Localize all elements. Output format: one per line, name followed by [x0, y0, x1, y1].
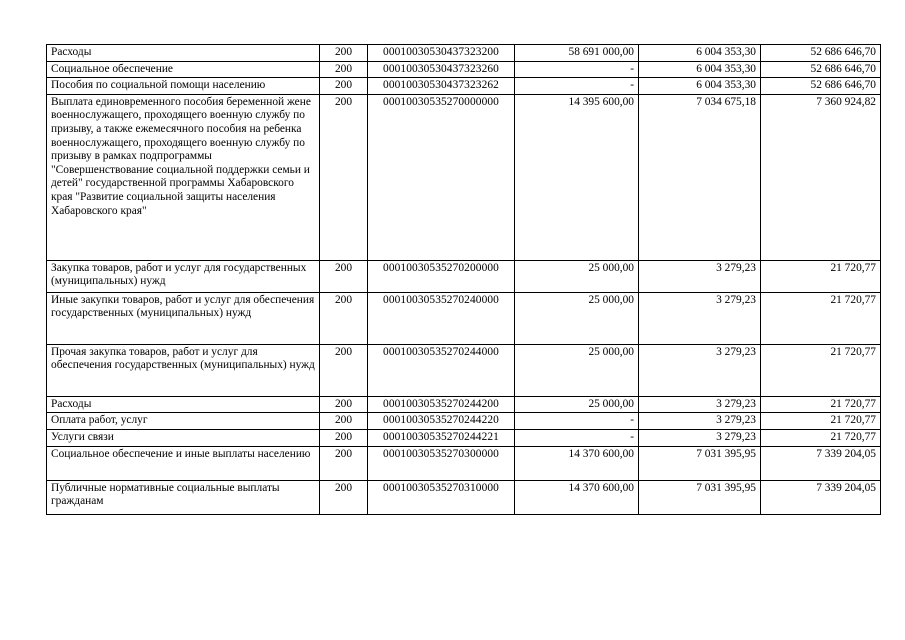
- row-executed-cell: 7 034 675,18: [639, 94, 761, 260]
- row-name-cell: Оплата работ, услуг: [47, 413, 320, 430]
- row-code-cell: 200: [320, 94, 368, 260]
- row-kbk-cell: 00010030535270244000: [368, 344, 515, 396]
- row-remainder-cell: 21 720,77: [761, 292, 881, 344]
- row-executed-cell: 6 004 353,30: [639, 61, 761, 78]
- row-executed-cell: 3 279,23: [639, 413, 761, 430]
- row-kbk-cell: 00010030535270244220: [368, 413, 515, 430]
- row-code-cell: 200: [320, 429, 368, 446]
- row-approved-cell: -: [515, 413, 639, 430]
- row-kbk-cell: 00010030530437323262: [368, 78, 515, 95]
- row-code-cell: 200: [320, 480, 368, 514]
- row-kbk-cell: 00010030535270244200: [368, 396, 515, 413]
- table-row: [47, 446, 881, 480]
- row-kbk-cell: 00010030535270000000: [368, 94, 515, 260]
- row-executed-cell: 3 279,23: [639, 344, 761, 396]
- row-remainder-cell: 21 720,77: [761, 260, 881, 292]
- row-remainder-cell: 21 720,77: [761, 413, 881, 430]
- row-name-cell: Расходы: [47, 45, 320, 62]
- table-row: [47, 260, 881, 292]
- row-name-cell: Иные закупки товаров, работ и услуг для обеспечения государственных (муниципальных) нужд: [47, 292, 320, 344]
- table-row: [47, 61, 881, 78]
- row-name-cell: Социальное обеспечение и иные выплаты населению: [47, 446, 320, 480]
- row-code-cell: 200: [320, 413, 368, 430]
- row-executed-cell: 3 279,23: [639, 292, 761, 344]
- row-kbk-cell: 00010030530437323260: [368, 61, 515, 78]
- row-remainder-cell: 7 339 204,05: [761, 480, 881, 514]
- row-approved-cell: 58 691 000,00: [515, 45, 639, 62]
- row-remainder-cell: 52 686 646,70: [761, 61, 881, 78]
- row-remainder-cell: 7 339 204,05: [761, 446, 881, 480]
- table-row: [47, 429, 881, 446]
- row-approved-cell: 14 395 600,00: [515, 94, 639, 260]
- row-code-cell: 200: [320, 78, 368, 95]
- row-kbk-cell: 00010030535270240000: [368, 292, 515, 344]
- table-row: [47, 413, 881, 430]
- table-row: [47, 480, 881, 514]
- row-name-cell: Пособия по социальной помощи населению: [47, 78, 320, 95]
- row-approved-cell: 25 000,00: [515, 260, 639, 292]
- row-remainder-cell: 21 720,77: [761, 344, 881, 396]
- row-executed-cell: 7 031 395,95: [639, 480, 761, 514]
- row-kbk-cell: 00010030530437323200: [368, 45, 515, 62]
- row-approved-cell: -: [515, 61, 639, 78]
- row-executed-cell: 3 279,23: [639, 260, 761, 292]
- table-row: [47, 94, 881, 260]
- table-row: [47, 396, 881, 413]
- row-kbk-cell: 00010030535270200000: [368, 260, 515, 292]
- row-code-cell: 200: [320, 260, 368, 292]
- row-approved-cell: 14 370 600,00: [515, 446, 639, 480]
- table-row: [47, 292, 881, 344]
- table-row: [47, 45, 881, 62]
- row-remainder-cell: 7 360 924,82: [761, 94, 881, 260]
- row-approved-cell: 25 000,00: [515, 396, 639, 413]
- row-name-cell: Выплата единовременного пособия беременной жене военнослужащего, проходящего военную службу по призыву, а также ежемесячного пособия на ребенка военнослужащего, проходящего военную службу по призыву в рамках подпрограммы "Совершенствование социальной поддержки семьи и детей" государственной программы Хабаровского края "Развитие социальной защиты населения Хабаровского края": [47, 94, 320, 260]
- table-row: [47, 344, 881, 396]
- row-approved-cell: -: [515, 78, 639, 95]
- row-approved-cell: 25 000,00: [515, 292, 639, 344]
- row-remainder-cell: 21 720,77: [761, 429, 881, 446]
- row-name-cell: Закупка товаров, работ и услуг для государственных (муниципальных) нужд: [47, 260, 320, 292]
- row-name-cell: Прочая закупка товаров, работ и услуг для обеспечения государственных (муниципальных) нужд: [47, 344, 320, 396]
- row-executed-cell: 3 279,23: [639, 429, 761, 446]
- row-remainder-cell: 21 720,77: [761, 396, 881, 413]
- row-code-cell: 200: [320, 396, 368, 413]
- row-name-cell: Услуги связи: [47, 429, 320, 446]
- row-executed-cell: 6 004 353,30: [639, 45, 761, 62]
- row-executed-cell: 6 004 353,30: [639, 78, 761, 95]
- row-code-cell: 200: [320, 292, 368, 344]
- row-kbk-cell: 00010030535270300000: [368, 446, 515, 480]
- table-row: [47, 78, 881, 95]
- row-executed-cell: 3 279,23: [639, 396, 761, 413]
- row-code-cell: 200: [320, 446, 368, 480]
- row-code-cell: 200: [320, 45, 368, 62]
- row-executed-cell: 7 031 395,95: [639, 446, 761, 480]
- row-approved-cell: -: [515, 429, 639, 446]
- row-remainder-cell: 52 686 646,70: [761, 45, 881, 62]
- row-name-cell: Расходы: [47, 396, 320, 413]
- row-remainder-cell: 52 686 646,70: [761, 78, 881, 95]
- row-approved-cell: 25 000,00: [515, 344, 639, 396]
- row-name-cell: Социальное обеспечение: [47, 61, 320, 78]
- row-name-cell: Публичные нормативные социальные выплаты гражданам: [47, 480, 320, 514]
- row-approved-cell: 14 370 600,00: [515, 480, 639, 514]
- row-code-cell: 200: [320, 61, 368, 78]
- budget-execution-table: [46, 44, 881, 515]
- row-code-cell: 200: [320, 344, 368, 396]
- row-kbk-cell: 00010030535270310000: [368, 480, 515, 514]
- row-kbk-cell: 00010030535270244221: [368, 429, 515, 446]
